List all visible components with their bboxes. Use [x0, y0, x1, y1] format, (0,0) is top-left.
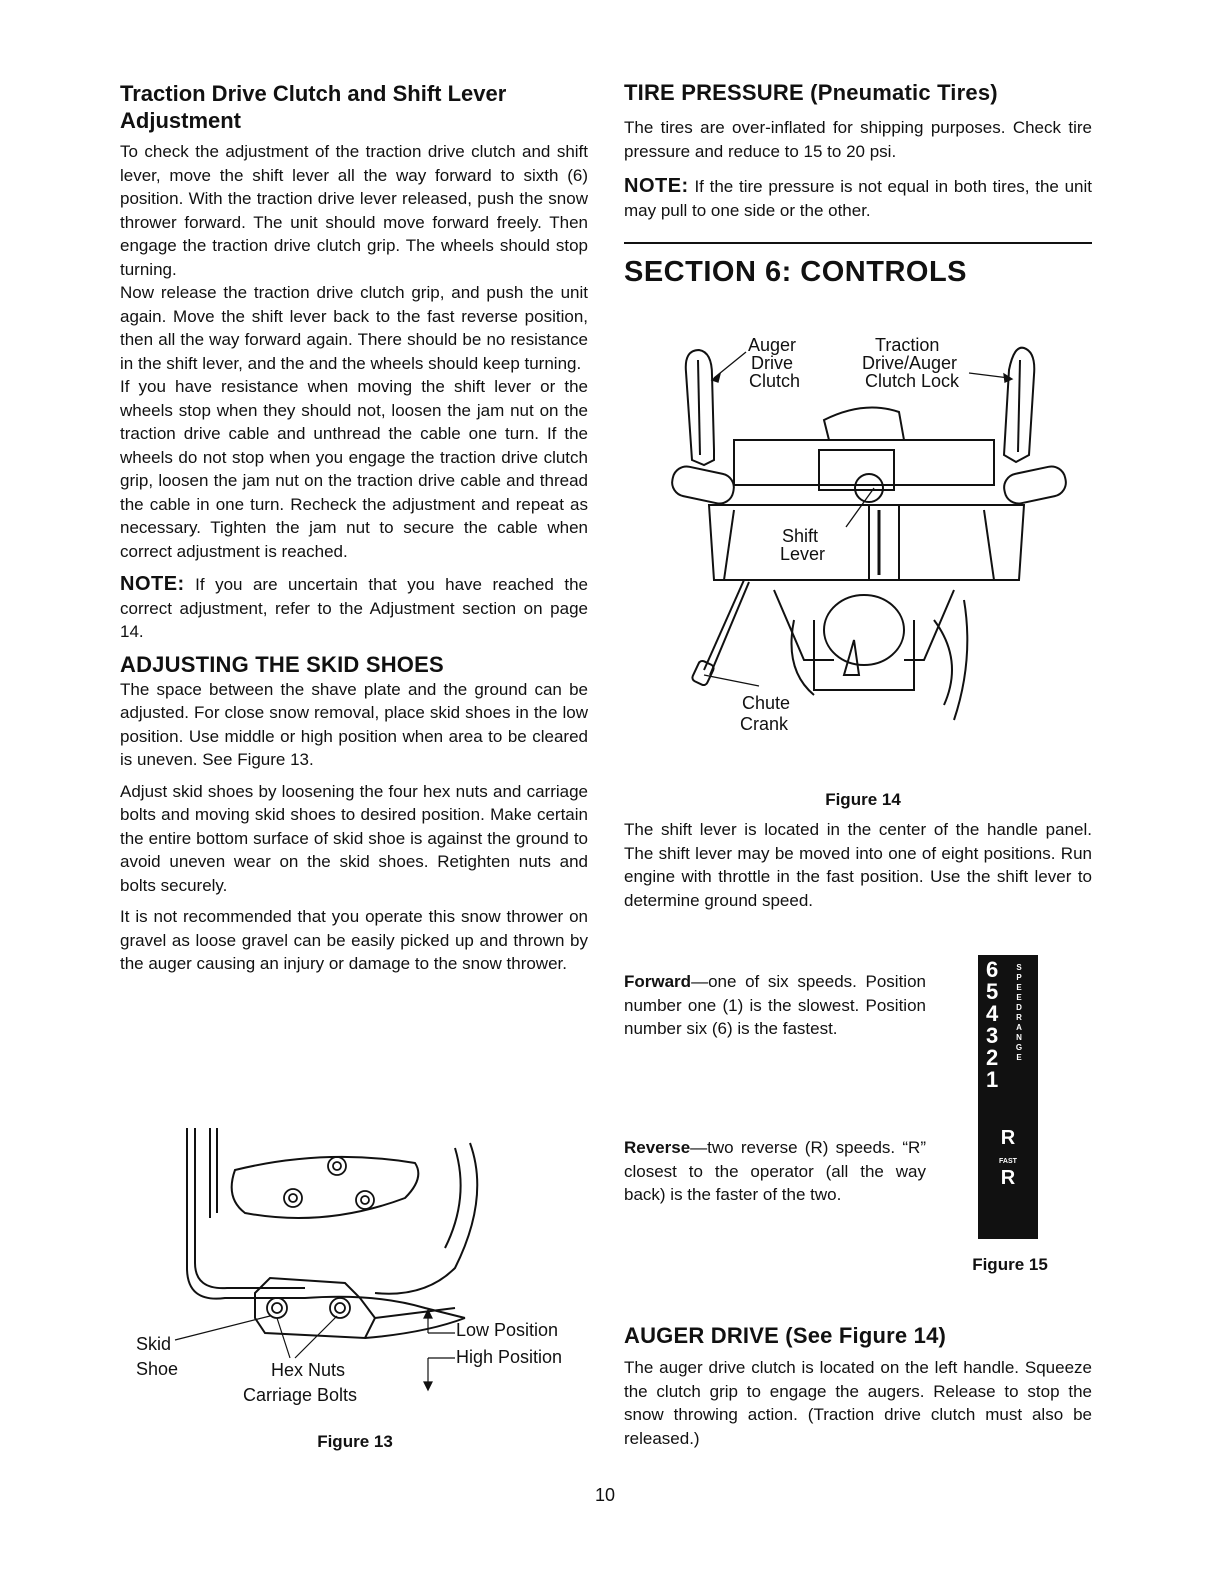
figure-15-shift-indicator [978, 955, 1038, 1239]
reverse-term: Reverse [624, 1138, 691, 1157]
traction-heading: Traction Drive Clutch and Shift Lever Adjustment [120, 81, 507, 133]
forward-text: —one of six speeds. Position number one (1) is the slowest. Position number six (6) is the fastest. [624, 972, 926, 1038]
reverse-text: —two reverse (R) speeds. “R” closest to the operator (all the way back) is the faster of the two. [624, 1138, 926, 1204]
note-label: NOTE: [120, 573, 185, 595]
bolt-icon [328, 1157, 346, 1175]
label-high-position: High Position [456, 1347, 563, 1367]
reverse-r-1: R [1000, 1127, 1016, 1149]
section-divider [624, 242, 1092, 244]
page-number: 10 [594, 1485, 616, 1505]
skid-heading: ADJUSTING THE SKID SHOES [120, 651, 444, 677]
shift-lever-paragraph: The shift lever is located in the center of the handle panel. The shift lever may be moved into one of eight positions. Run engine with throttle in the fast position. Use the shift lever to determine ground speed. [624, 820, 1092, 910]
label-crank: Crank [740, 714, 789, 734]
shift-knob [855, 474, 883, 502]
forward-paragraph [624, 970, 926, 1041]
label-auger: Auger [748, 335, 797, 355]
skid-shoe-plate [232, 1157, 419, 1218]
hex-nut-icon [267, 1298, 287, 1318]
label-skid: Skid [136, 1334, 172, 1354]
right-column [624, 80, 1092, 289]
skid-paragraph-2: Adjust skid shoes by loosening the four hex nuts and carriage bolts and moving skid shoes to desired position. Make certain the entire bottom surface of skid shoe is against the ground to avoid uneven wear on the skid shoes. Retighten nuts and bolts securely. [120, 781, 588, 895]
traction-paragraph-1: To check the adjustment of the traction drive clutch and shift lever, move the shift lever all the way forward to sixth (6) position. With the traction drive lever released, push the snow thrower forward. The unit should move forward freely. Then engage the traction drive clutch grip. The wheels should stop turning. [120, 142, 588, 279]
chute-crank [704, 580, 744, 670]
handle-panel [734, 440, 994, 485]
speed-2: 2 [986, 1045, 999, 1070]
traction-note [120, 573, 588, 644]
forward-speed-numbers [986, 959, 998, 1091]
auger-drive-paragraph: The auger drive clutch is located on the left handle. Squeeze the clutch grip to engage the augers. Release to stop the snow throwing action. (Traction drive clutch must also be released.) [624, 1358, 1092, 1448]
speed-range-label: SPEED RANGE [1015, 963, 1023, 1062]
figure-13-caption: Figure 13 [317, 1432, 393, 1451]
figure-14-controls-diagram [664, 330, 1074, 770]
engine-cover [824, 408, 904, 441]
label-clutch-lock: Clutch Lock [865, 371, 960, 391]
speed-6: 6 [986, 957, 999, 982]
figure-13-skid-shoe-diagram [125, 1118, 595, 1458]
section-6-title: SECTION 6: CONTROLS [624, 256, 968, 288]
label-shift: Shift [782, 526, 819, 546]
label-drive: Drive [751, 353, 794, 373]
figure-15-caption: Figure 15 [972, 1255, 1048, 1274]
label-hex-nuts: Hex Nuts [271, 1360, 346, 1380]
tire-paragraph: The tires are over-inflated for shipping purposes. Check tire pressure and reduce to 15 to 20 psi. [624, 118, 1092, 161]
reverse-paragraph [624, 1136, 926, 1207]
bolt-icon [356, 1191, 374, 1209]
note-text: If you are uncertain that you have reached the correct adjustment, refer to the Adjustment section on page 14. [120, 575, 588, 641]
right-grip [1002, 464, 1069, 506]
left-column [120, 80, 588, 976]
forward-term: Forward [624, 972, 692, 991]
note-label: NOTE: [624, 175, 689, 197]
label-traction: Traction [875, 335, 940, 355]
bolt-icon [284, 1189, 302, 1207]
reverse-r-2: R [1000, 1167, 1016, 1189]
speed-4: 4 [986, 1001, 999, 1026]
chute [824, 595, 904, 665]
speed-5: 5 [986, 979, 999, 1004]
speed-1: 1 [986, 1067, 999, 1092]
label-drive-auger: Drive/Auger [862, 353, 958, 373]
label-chute: Chute [742, 693, 791, 713]
left-grip [670, 464, 737, 506]
frame-plate [709, 505, 1024, 580]
shift-gate [869, 505, 899, 580]
skid-paragraph-1: The space between the shave plate and the ground can be adjusted. For close snow removal, place skid shoes in the low position. Use middle or high position when area to be cleared is uneven. See Figure 13. [120, 679, 588, 769]
hex-nut-icon [330, 1298, 350, 1318]
label-carriage-bolts: Carriage Bolts [243, 1385, 358, 1405]
speed-3: 3 [986, 1023, 999, 1048]
label-shoe: Shoe [136, 1359, 179, 1379]
note-text: If the tire pressure is not equal in both tires, the unit may pull to one side or the other. [624, 177, 1092, 220]
tire-note [624, 175, 1092, 222]
label-lever: Lever [780, 544, 826, 564]
fast-label: FAST [999, 1158, 1017, 1165]
skid-paragraph-3: It is not recommended that you operate this snow thrower on gravel as loose gravel can be easily picked up and thrown by the auger causing an injury or damage to the snow thrower. [120, 907, 588, 973]
label-clutch: Clutch [749, 371, 801, 391]
traction-paragraph-3: If you have resistance when moving the shift lever or the wheels stop when they should not, loosen the jam nut on the traction drive cable and unthread the cable one turn. If the wheels do not stop when you engage the traction drive clutch grip, loosen the jam nut on the traction drive cable and thread the cable in one turn. Recheck the adjustment and repeat as necessary. Tighten the jam nut to secure the cable when correct adjustment is reached. [120, 377, 588, 561]
figure-14-caption: Figure 14 [825, 790, 901, 809]
label-low-position: Low Position [456, 1320, 559, 1340]
tire-heading: TIRE PRESSURE (Pneumatic Tires) [624, 80, 998, 105]
traction-paragraph-2: Now release the traction drive clutch grip, and push the unit again. Move the shift lever back to the fast reverse position, then all the way forward again. There should be no resistance in the shift lever, and the and the wheels should keep turning. [120, 283, 588, 373]
auger-drive-heading: AUGER DRIVE (See Figure 14) [624, 1323, 947, 1348]
